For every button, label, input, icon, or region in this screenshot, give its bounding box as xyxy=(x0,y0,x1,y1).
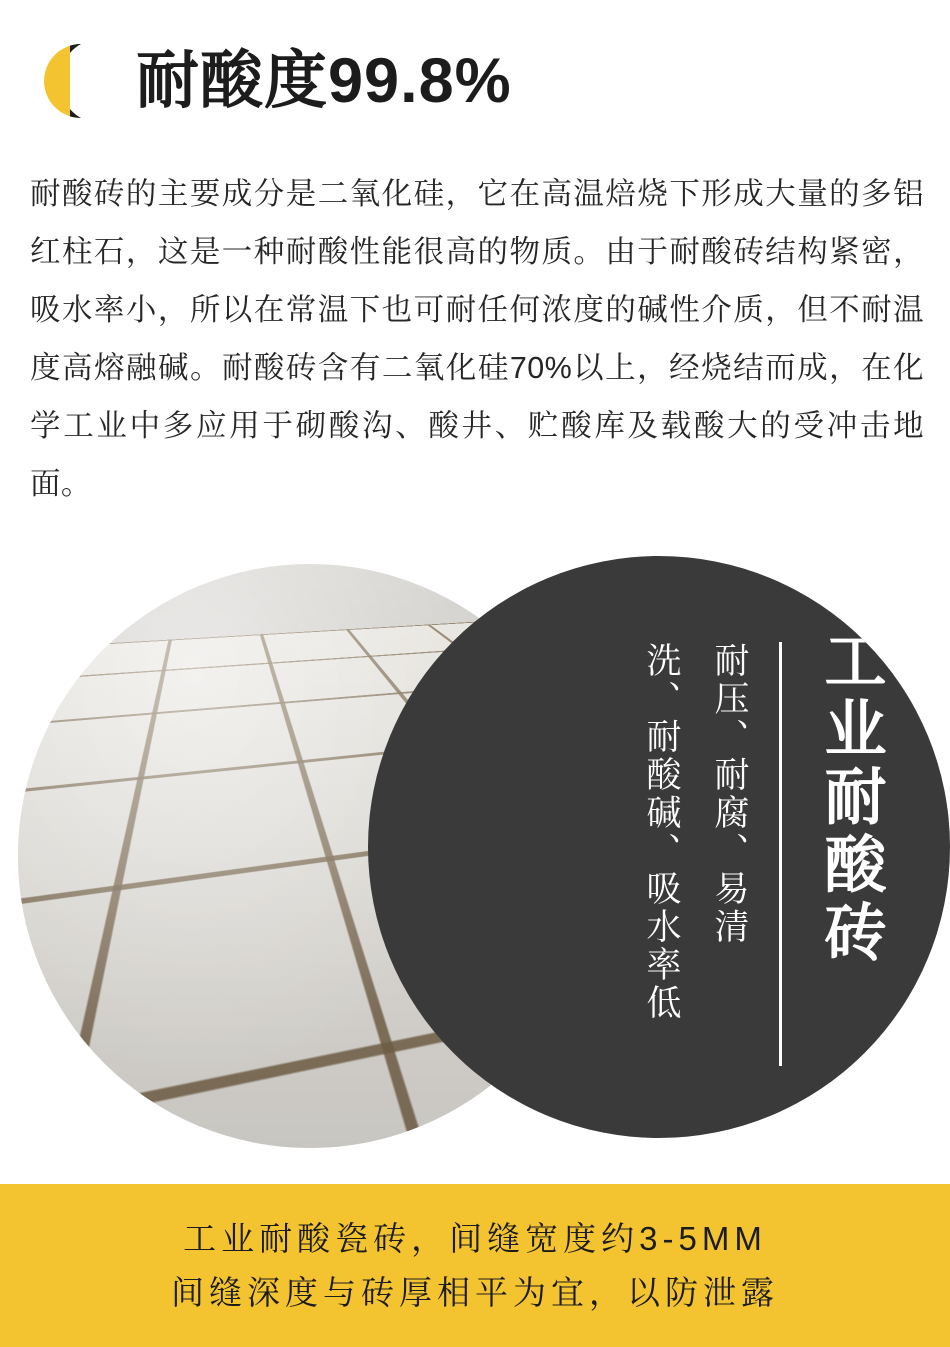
vertical-product-name: 工业耐酸砖 xyxy=(815,628,884,968)
badge-crescent-shape xyxy=(70,44,118,118)
intro-paragraph: 耐酸砖的主要成分是二氧化硅，它在高温焙烧下形成大量的多铝红柱石，这是一种耐酸性能很高的物质。由于耐酸砖结构紧密，吸水率小，所以在常温下也可耐任何浓度的碱性介质，但不耐温度高熔融碱。耐酸砖含有二氧化硅70%以上，经烧结而成，在化学工业中多应用于砌酸沟、酸井、贮酸库及载酸大的受冲击地面。 xyxy=(30,177,924,501)
page-title: 耐酸度99.8% xyxy=(136,46,512,116)
vertical-divider xyxy=(779,642,782,1066)
vertical-feature-left: 洗、耐酸碱、吸水率低 xyxy=(642,642,681,1022)
footer-line-1: 工业耐酸瓷砖，间缝宽度约3-5MM xyxy=(183,1219,767,1257)
vertical-feature-right: 耐压、耐腐、易清 xyxy=(710,642,749,946)
page-header xyxy=(0,38,950,124)
dark-feature-circle xyxy=(368,556,950,1138)
crescent-moon-badge-icon xyxy=(44,44,122,118)
feature-composition xyxy=(0,556,950,1156)
footer-line-2: 间缝深度与砖厚相平为宜，以防泄露 xyxy=(171,1273,779,1311)
footer-banner xyxy=(0,1184,950,1347)
